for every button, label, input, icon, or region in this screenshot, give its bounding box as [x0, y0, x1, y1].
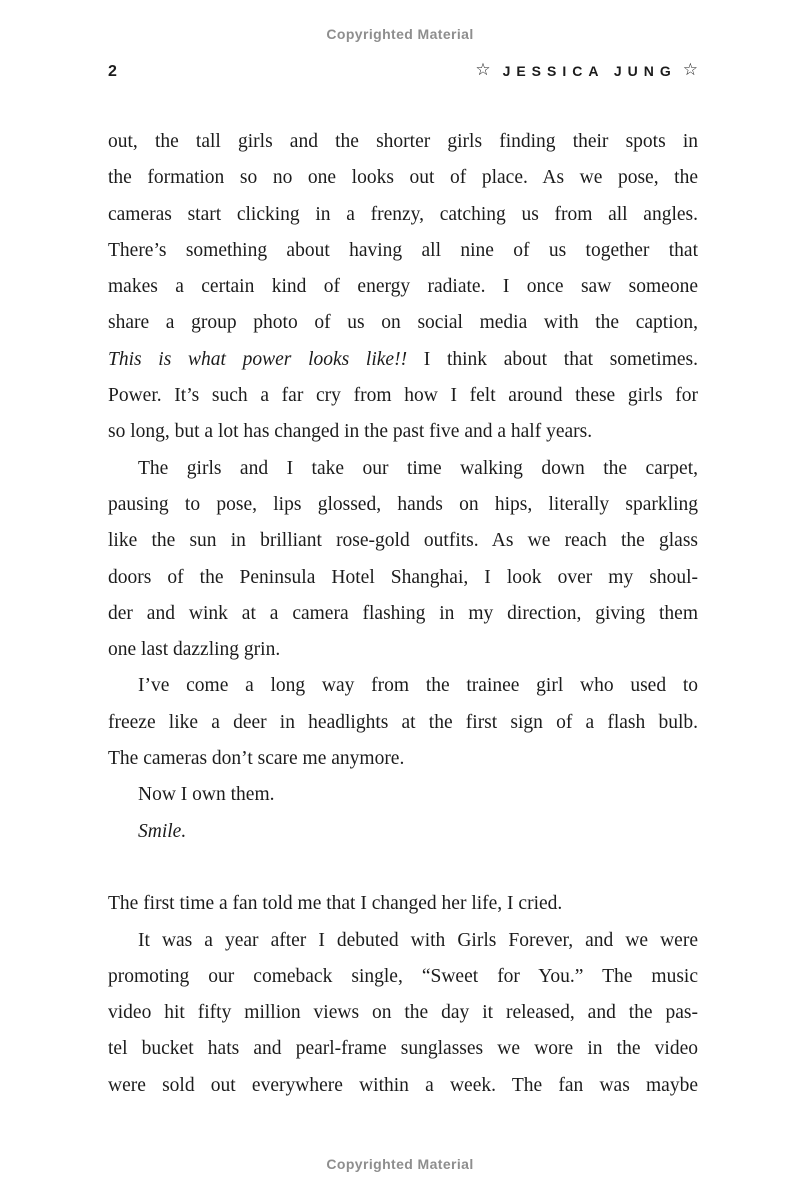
text-line [108, 233, 698, 269]
text-line [108, 160, 698, 196]
body-text-segment: doors of the Peninsula Hotel Shanghai, I look over my shoul- [108, 566, 698, 588]
body-text-segment: The first time a fan told me that I changed her life, I cried. [108, 893, 563, 915]
text-line [108, 451, 698, 487]
body-text-segment: video hit fifty million views on the day it released, and the pas- [108, 1002, 698, 1024]
text-line [108, 269, 698, 305]
body-text-segment: makes a certain kind of energy radiate. I once saw someone [108, 276, 698, 298]
italic-text: Smile. [138, 820, 187, 842]
body-text-segment: I’ve come a long way from the trainee girl who used to [138, 675, 698, 697]
body-text-segment: There’s something about having all nine of us together that [108, 239, 698, 261]
text-line [108, 1031, 698, 1067]
text-line [108, 596, 698, 632]
copyright-notice-bottom: Copyrighted Material [326, 1156, 474, 1172]
body-text-segment: share a group photo of us on social media with the caption, [108, 312, 698, 334]
text-line [108, 523, 698, 559]
body-text-segment: The girls and I take our time walking down the carpet, [138, 457, 698, 479]
italic-text: This is what power looks like!! [108, 348, 408, 370]
text-line [108, 668, 698, 704]
body-text-segment: The cameras don’t scare me anymore. [108, 748, 405, 770]
text-line [108, 705, 698, 741]
body-text-segment: one last dazzling grin. [108, 639, 281, 661]
body-text-segment: pausing to pose, lips glossed, hands on hips, literally sparkling [108, 493, 698, 515]
text-line [108, 995, 698, 1031]
body-text-segment: freeze like a deer in headlights at the first sign of a flash bulb. [108, 711, 698, 733]
text-line [108, 124, 698, 160]
text-line [108, 923, 698, 959]
text-line [108, 777, 698, 813]
author-name: JESSICA JUNG [502, 63, 677, 79]
body-text-segment: out, the tall girls and the shorter girls finding their spots in [108, 131, 698, 152]
body-text-segment: It was a year after I debuted with Girls Forever, and we were [138, 929, 698, 951]
body-text-segment: promoting our comeback single, “Sweet for You.” The music [108, 965, 698, 987]
page-body [108, 124, 698, 1104]
body-text-segment: the formation so no one looks out of place. As we pose, the [108, 167, 698, 189]
text-line [108, 487, 698, 523]
body-text-segment: I think about that sometimes. [407, 348, 698, 370]
text-line [108, 342, 698, 378]
text-line [108, 378, 698, 414]
body-text-segment: were sold out everywhere within a week. The fan was maybe [108, 1074, 698, 1096]
text-line [108, 414, 698, 450]
text-line [108, 886, 698, 922]
body-text-segment: cameras start clicking in a frenzy, catching us from all angles. [108, 203, 698, 225]
running-title [475, 61, 698, 81]
body-text-segment: like the sun in brilliant rose-gold outfits. As we reach the glass [108, 530, 698, 552]
text-line [108, 959, 698, 995]
star-icon: ☆ [682, 60, 698, 79]
star-icon: ☆ [475, 60, 491, 79]
body-text-segment: so long, but a lot has changed in the past five and a half years. [108, 421, 593, 443]
body-text-segment: der and wink at a camera flashing in my direction, giving them [108, 602, 698, 624]
body-text-segment: tel bucket hats and pearl-frame sunglasses we wore in the video [108, 1038, 698, 1060]
text-line [108, 1068, 698, 1104]
running-header [108, 61, 698, 81]
text-line [108, 632, 698, 668]
text-line [108, 197, 698, 233]
text-line [108, 305, 698, 341]
section-break [108, 850, 698, 886]
copyright-notice-top: Copyrighted Material [326, 26, 474, 42]
text-line [108, 741, 698, 777]
text-line [108, 814, 698, 850]
body-text-segment: Now I own them. [138, 784, 275, 806]
text-line [108, 560, 698, 596]
page-number: 2 [108, 63, 117, 80]
body-text-segment: Power. It’s such a far cry from how I felt around these girls for [108, 385, 698, 407]
